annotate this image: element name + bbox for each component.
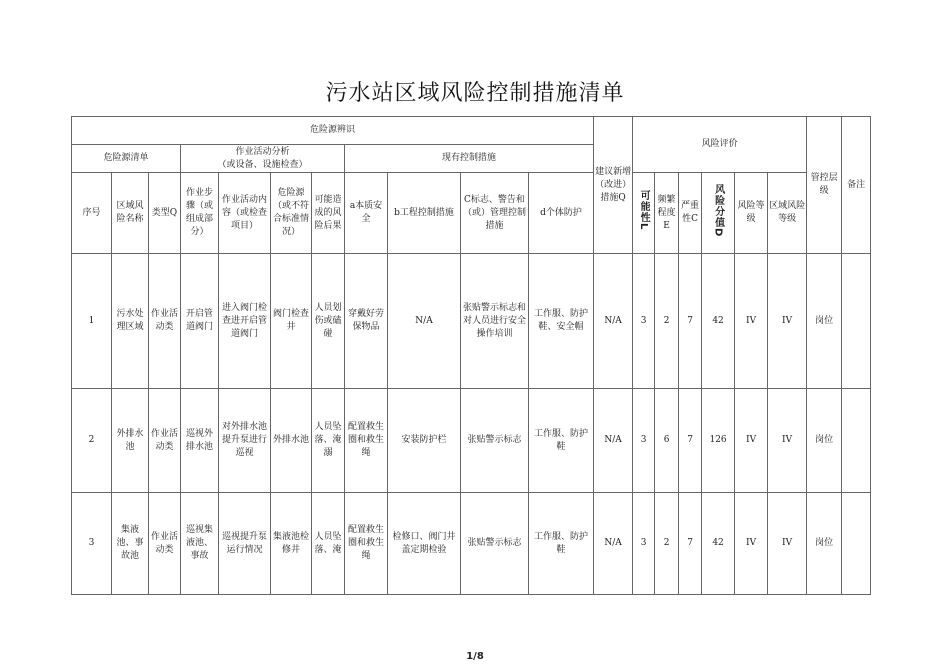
row-type: 作业活动类	[149, 493, 181, 595]
col-d-header: d个体防护	[529, 173, 594, 254]
row-hazard: 外排水池	[271, 389, 312, 493]
activity-analysis-line-2: （或设备、设施检查）	[217, 159, 308, 170]
col-step-header: 作业步骤（或组成部分）	[181, 173, 219, 254]
row-measure-c: 张贴警示标志	[461, 493, 529, 595]
row-measure-d: 工作服、防护鞋、安全帽	[529, 254, 594, 389]
col-b-header: b工程控制措施	[388, 173, 461, 254]
row-C: 7	[679, 254, 702, 389]
col-E-header: 频繁程度E	[655, 173, 679, 254]
risk-evaluation-header: 风险评价	[633, 117, 807, 173]
row-control-level: 岗位	[807, 389, 842, 493]
header-row-1	[72, 117, 871, 145]
row-no: 2	[72, 389, 112, 493]
table-row	[72, 493, 871, 595]
col-L-header	[633, 173, 655, 254]
row-L: 3	[633, 493, 655, 595]
row-measure-b: 检修口、阀门井盖定期检验	[388, 493, 461, 595]
header-row-3	[72, 173, 871, 254]
hazard-list-header: 危险源清单	[72, 145, 181, 173]
row-type: 作业活动类	[149, 389, 181, 493]
row-hazard: 阀门检查井	[271, 254, 312, 389]
row-step: 巡视集液池、事故	[181, 493, 219, 595]
table-row	[72, 254, 871, 389]
page-number: 1/8	[466, 651, 484, 662]
col-c-header: C标志、警告和（或）管理控制措施	[461, 173, 529, 254]
row-no: 3	[72, 493, 112, 595]
row-D: 42	[702, 493, 735, 595]
col-content-header: 作业活动内容（或检查项目）	[219, 173, 271, 254]
row-area: 外排水池	[112, 389, 149, 493]
col-D-header	[702, 173, 735, 254]
row-measure-b: N/A	[388, 254, 461, 389]
col-consequence-header: 可能造成的风险后果	[312, 173, 345, 254]
row-risk-level: IV	[735, 254, 768, 389]
row-C: 7	[679, 493, 702, 595]
col-area-header: 区域风险名称	[112, 173, 149, 254]
row-measure-c: 张贴警示标志	[461, 389, 529, 493]
row-step: 巡视外排水池	[181, 389, 219, 493]
col-L-label: 可能性L	[638, 190, 650, 231]
row-consequence: 人员坠落、淹溺	[312, 389, 345, 493]
row-consequence: 人员坠落、淹	[312, 493, 345, 595]
col-C-header: 严重性C	[679, 173, 702, 254]
col-area-level-header: 区域风险等级	[768, 173, 807, 254]
row-area: 污水处理区域	[112, 254, 149, 389]
row-area-level: IV	[768, 493, 807, 595]
row-step: 开启管道阀门	[181, 254, 219, 389]
row-D: 42	[702, 254, 735, 389]
col-no-header: 序号	[72, 173, 112, 254]
suggested-measures-header: 建议新增（改进）措施Q	[594, 117, 633, 254]
col-hazard-header: 危险源（或不符合标准情况）	[271, 173, 312, 254]
row-measure-b: 安装防护栏	[388, 389, 461, 493]
row-risk-level: IV	[735, 493, 768, 595]
row-measure-c: 张贴警示标志和对人员进行安全操作培训	[461, 254, 529, 389]
remarks-header: 备注	[842, 117, 871, 254]
row-C: 7	[679, 389, 702, 493]
row-E: 2	[655, 493, 679, 595]
row-consequence: 人员划伤或磕碰	[312, 254, 345, 389]
row-suggested: N/A	[594, 493, 633, 595]
row-no: 1	[72, 254, 112, 389]
row-control-level: 岗位	[807, 254, 842, 389]
col-type-header: 类型Q	[149, 173, 181, 254]
row-hazard: 集液池检修井	[271, 493, 312, 595]
row-control-level: 岗位	[807, 493, 842, 595]
row-content: 进入阀门检查进开启管道阀门	[219, 254, 271, 389]
row-E: 2	[655, 254, 679, 389]
row-suggested: N/A	[594, 254, 633, 389]
row-E: 6	[655, 389, 679, 493]
row-suggested: N/A	[594, 389, 633, 493]
existing-measures-header: 现有控制措施	[345, 145, 594, 173]
row-remark	[842, 254, 871, 389]
row-measure-a: 配置救生圈和救生绳	[345, 493, 388, 595]
row-L: 3	[633, 389, 655, 493]
row-measure-a: 配置救生圈和救生绳	[345, 389, 388, 493]
activity-analysis-line-1: 作业活动分析	[235, 146, 290, 157]
row-content: 巡视提升泵运行情况	[219, 493, 271, 595]
row-area-level: IV	[768, 254, 807, 389]
col-a-header: a本质安全	[345, 173, 388, 254]
col-D-label: 风险分值D	[712, 183, 724, 238]
row-D: 126	[702, 389, 735, 493]
row-measure-d: 工作服、防护鞋	[529, 493, 594, 595]
row-risk-level: IV	[735, 389, 768, 493]
table-row	[72, 389, 871, 493]
page-title: 污水站区域风险控制措施清单	[325, 81, 625, 106]
row-area: 集液池、事故池	[112, 493, 149, 595]
row-remark	[842, 389, 871, 493]
row-measure-d: 工作服、防护鞋	[529, 389, 594, 493]
row-area-level: IV	[768, 389, 807, 493]
row-measure-a: 穿戴好劳保物品	[345, 254, 388, 389]
activity-analysis-header	[181, 145, 345, 173]
row-type: 作业活动类	[149, 254, 181, 389]
control-level-header: 管控层级	[807, 117, 842, 254]
row-L: 3	[633, 254, 655, 389]
row-remark	[842, 493, 871, 595]
hazard-identification-header: 危险源辨识	[72, 117, 594, 145]
col-risk-level-header: 风险等级	[735, 173, 768, 254]
risk-control-table	[71, 116, 871, 595]
row-content: 对外排水池提升泵进行巡视	[219, 389, 271, 493]
